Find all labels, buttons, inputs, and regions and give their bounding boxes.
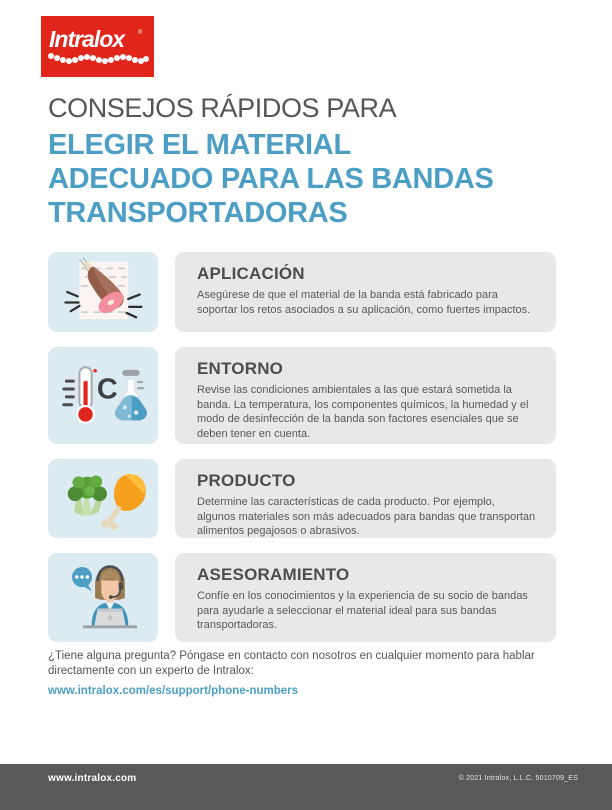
section-title: ENTORNO	[197, 359, 284, 378]
section-aplicacion	[48, 252, 556, 332]
intralox-logo	[41, 16, 154, 77]
section-title: ASESORAMIENTO	[197, 565, 350, 584]
svg-text:®: ®	[138, 30, 143, 36]
support-phone-numbers-link[interactable]: www.intralox.com/es/support/phone-numbers	[48, 685, 299, 697]
meat-impact-icon	[48, 252, 158, 332]
belt-wave-graphic	[48, 53, 149, 64]
title-line-2: ADECUADO PARA LAS BANDAS	[48, 163, 494, 195]
intralox-logo-graphic	[45, 20, 150, 73]
section-entorno	[48, 347, 556, 444]
celsius-label: C	[96, 373, 118, 406]
section-asesoramiento-text	[175, 553, 556, 642]
tips-list	[48, 252, 556, 657]
contact-block	[48, 649, 553, 699]
section-title: PRODUCTO	[197, 471, 296, 490]
title-line-1: ELEGIR EL MATERIAL	[48, 129, 351, 161]
footer-bar	[0, 764, 612, 810]
section-title: APLICACIÓN	[197, 264, 305, 283]
drumstick-graphic	[102, 474, 146, 530]
broccoli-graphic	[68, 475, 107, 515]
section-body: Revise las condiciones ambientales a las que estará sometida la banda. La temperatura, los componentes químicos, la humedad y el modo de desinfección de la banda son factores esenciales que se deben tener en cuenta.	[197, 384, 529, 440]
footer-website-link[interactable]: www.intralox.com	[48, 773, 137, 784]
section-aplicacion-text	[175, 252, 556, 332]
section-asesoramiento	[48, 553, 556, 642]
thermometer-flask-icon	[48, 347, 158, 444]
title-eyebrow: CONSEJOS RÁPIDOS PARA	[48, 93, 397, 123]
speech-bubble-graphic	[72, 567, 92, 591]
title-block	[48, 92, 568, 230]
section-body: Confíe en los conocimientos y la experiencia de su socio de bandas para ayudarle a seleccionar el material ideal para sus bandas transportadoras.	[197, 590, 528, 631]
intralox-wordmark: Intralox	[49, 26, 125, 52]
broccoli-drumstick-icon	[48, 459, 158, 538]
page-title	[48, 128, 568, 230]
section-producto-text	[175, 459, 556, 538]
support-agent-icon	[48, 553, 158, 642]
footer-copyright: © 2021 Intralox, L.L.C. 5010709_ES	[458, 775, 578, 782]
section-body: Determine las características de cada producto. Por ejemplo, algunos materiales son más adecuados para bandas que transportan alimentos pegajosos o abrasivos.	[197, 496, 536, 537]
contact-question: ¿Tiene alguna pregunta? Póngase en contacto con nosotros en cualquier momento para hablar directamente con un experto de Intralox:	[48, 650, 535, 677]
section-body: Asegúrese de que el material de la banda está fabricado para soportar los retos asociados a su aplicación, como fuertes impactos.	[197, 289, 531, 316]
title-line-3: TRANSPORTADORAS	[48, 197, 348, 229]
section-producto	[48, 459, 556, 538]
scale-ticks	[64, 381, 74, 405]
flask-graphic	[115, 369, 147, 420]
section-entorno-text	[175, 347, 556, 444]
thermometer-graphic	[77, 367, 97, 422]
